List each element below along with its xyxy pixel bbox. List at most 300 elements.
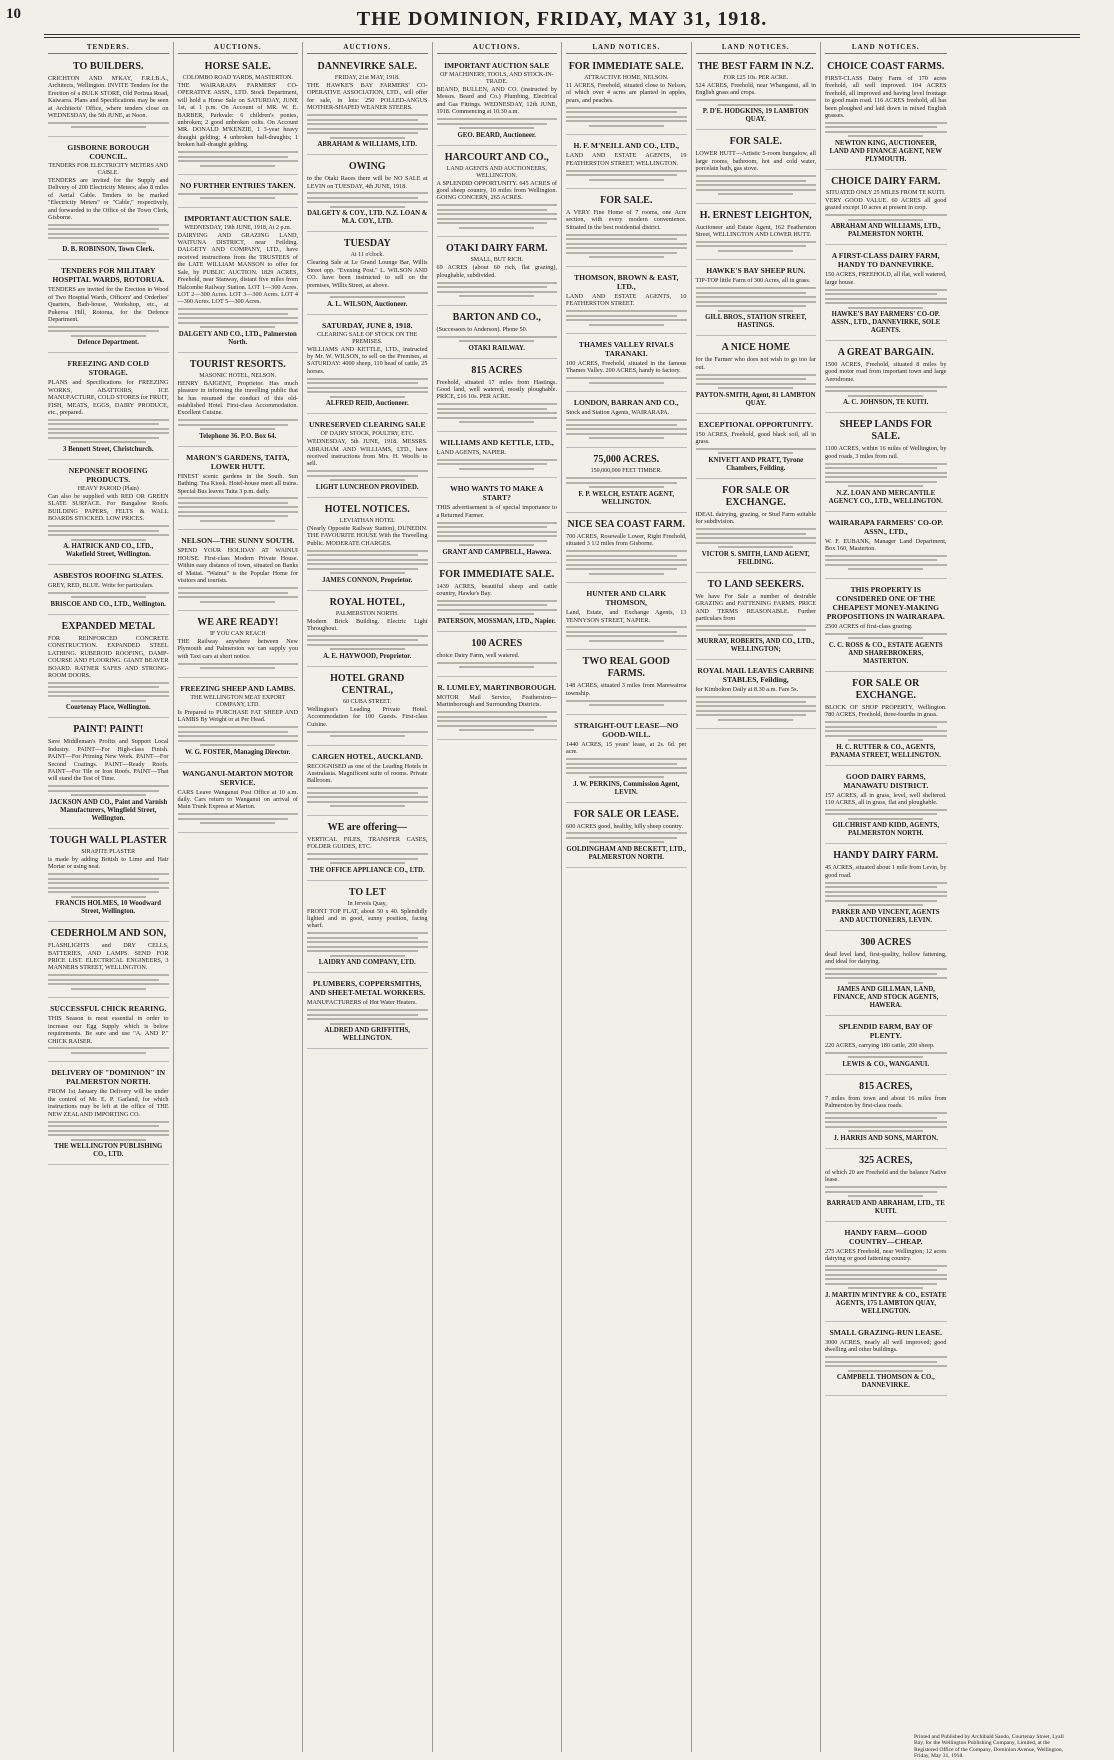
ad-footer: P. D'E. HODGKINS, 19 LAMBTON QUAY.: [702, 108, 809, 124]
ad-footer: VICTOR S. SMITH, LAND AGENT, FEILDING.: [701, 550, 810, 566]
ad-body: to the Otaki Races there will be NO SALE at LEVIN on TUESDAY, 4th JUNE, 1918.: [307, 175, 428, 190]
small-print-lines: [696, 241, 817, 252]
small-print-lines: [566, 700, 687, 707]
ad-heading: IMPORTANT AUCTION SALE.: [184, 213, 292, 223]
ad-body: TENDERS are invited for the Supply and Delivery of 200 Electricity Meters; also 8 miles of Aerial Cable. Tenders to be marked "Electricity Meters" or "Cable," respectively, and forwarded to the Office of the Town Clerk, Gisborne.: [48, 176, 169, 221]
advertisement: [437, 362, 558, 432]
ad-body: is made by adding British to Lime and Hair Mortar or using neat.: [48, 855, 169, 871]
column-5: [562, 42, 692, 1752]
advertisement: [825, 1152, 947, 1222]
ad-body: MOTOR Mail Service, Featherston—Martinborough and Surrounding Districts.: [436, 693, 557, 709]
small-print-lines: [566, 310, 687, 326]
ad-heading: CHOICE DAIRY FARM.: [831, 175, 941, 187]
ad-heading: DANNEVIRKE SALE.: [317, 61, 417, 72]
ad-body: 3000 ACRES, nearly all well improved; good dwelling and other buildings.: [825, 1338, 947, 1354]
ad-body: BEAND, BULLEN, AND CO. (instructed by Messrs. Beard and Co.) Plumbing, Electrical and Gas Fittings. WEDNESDAY, 12th JUNE, 1918. Commencing at 10.30 a.m.: [436, 86, 557, 116]
ad-footer: J. HARRIS AND SONS, MARTON.: [833, 1134, 938, 1142]
ad-heading: EXCEPTIONAL OPPORTUNITY.: [698, 419, 813, 429]
ad-body: 700 ACRES, Rosewalle Lower, Right Freehold, situated 3 1/2 miles from Gisborne.: [566, 532, 687, 548]
ad-body: 100 ACRES, Freehold, situated in the famous Thames Valley. 200 ACRES, handy to factory.: [566, 360, 687, 375]
advertisement: [825, 1019, 947, 1075]
ad-heading: WILLIAMS AND KETTLE, LTD.,: [439, 437, 554, 447]
ad-footer: ABRAHAM & WILLIAMS, LTD.: [317, 141, 417, 149]
column-header: LAND NOTICES.: [825, 42, 947, 54]
column-header: LAND NOTICES.: [566, 42, 687, 54]
ad-body: Clearing Sale at Le Grand Lounge Bar, Willis Street opp. "Evening Post." L. WILSON AND CO. have been instructed to sell on the premises, Willis Street, as above.: [307, 259, 428, 289]
page-number: 10: [6, 6, 21, 22]
ad-body: We have For Sale a number of desirable GRAZING and FATTENING FARMS. PRICE AND TERMS REASONABLE. Further particulars from: [695, 592, 816, 622]
small-print-lines: [566, 758, 687, 778]
ad-heading: CEDERHOLM AND SON,: [50, 928, 167, 940]
ad-footer: BRISCOE AND CO., LTD., Wellington.: [50, 600, 166, 608]
ad-heading: 300 ACRES: [860, 936, 912, 948]
ad-heading: THAMES VALLEY RIVALS TARANAKI.: [578, 340, 674, 359]
advertisement: [825, 173, 947, 245]
masthead: [44, 6, 1080, 32]
small-print-lines: [437, 522, 558, 547]
advertisement: [307, 819, 428, 881]
ad-subheading: FRIDAY, 21st MAY, 1918.: [334, 75, 400, 81]
ad-subheading: At 11 o'clock.: [350, 252, 384, 259]
small-print-lines: [696, 448, 817, 455]
advertisement: [48, 568, 169, 615]
small-print-lines: [178, 813, 299, 824]
ad-footer: W. G. FOSTER, Managing Director.: [185, 748, 291, 756]
ad-heading: H. F. M'NEILL AND CO., LTD.,: [573, 141, 680, 151]
ad-footer: GILCHRIST AND KIDD, AGENTS, PALMERSTON NORTH.: [832, 822, 940, 838]
small-print-lines: [825, 1112, 947, 1132]
advertisement: [437, 680, 558, 740]
advertisement: [48, 1065, 169, 1165]
columns: [44, 42, 1080, 1752]
advertisement: [825, 248, 947, 341]
advertisement: [307, 670, 428, 746]
ad-heading: FOR SALE.: [600, 195, 653, 207]
column-header: LAND NOTICES.: [696, 42, 817, 54]
ad-footer: PARKER AND VINCENT, AGENTS AND AUCTIONEERS, LEVIN.: [831, 908, 940, 924]
ad-footer: A. L. WILSON, Auctioneer.: [327, 300, 408, 308]
ad-heading: MARON'S GARDENS, TAITA, LOWER HUTT.: [186, 452, 290, 471]
column-3: [303, 42, 433, 1752]
ad-heading: A NICE HOME: [721, 342, 790, 354]
ad-footer: Defence Department.: [77, 339, 140, 347]
ad-heading: FREEZING SHEEP AND LAMBS.: [180, 683, 296, 693]
advertisement: [307, 749, 428, 816]
ad-heading: THOMSON, BROWN & EAST, LTD.,: [574, 272, 679, 291]
ad-body: LAND AND ESTATE AGENTS, 19 FEATHERSTON STREET, WELLINGTON.: [566, 152, 687, 167]
ad-footer: GEO. BEARD, Auctioneer.: [457, 131, 536, 139]
advertisement: [48, 925, 169, 998]
ad-heading: FOR IMMEDIATE SALE.: [439, 568, 555, 580]
ad-heading: TOUGH WALL PLASTER: [49, 834, 167, 846]
ad-body: THE Railway anywhere between New Plymouth and Palmerston we can supply you with Taxi cars at short notice.: [177, 638, 298, 660]
ad-subheading: MASONIC HOTEL, NELSON.: [199, 372, 277, 379]
ad-heading: FREEZING AND COLD STORAGE.: [67, 359, 149, 378]
ad-footer: Telephone 36. P.O. Box 64.: [199, 432, 277, 440]
ad-heading: NELSON—THE SUNNY SOUTH.: [181, 536, 295, 546]
ad-body: Freehold, situated 17 miles from Hastings. Good land, well watered, mostly ploughable. PRICE, £16 10s. PER ACRE.: [436, 378, 557, 401]
ad-footer: ALFRED REID, Auctioneer.: [325, 400, 409, 408]
advertisement: [825, 1078, 947, 1149]
small-print-lines: [696, 528, 817, 548]
ad-heading: UNRESERVED CLEARING SALE: [308, 420, 426, 430]
ad-body: FOR REINFORCED CONCRETE CONSTRUCTION. EXPANDED STEEL LATHING. RUBEROID ROOFING, DAMP-COURSE AND FLOORING. GIANT BEAVER BOARD. RATNER SAFES AND STRONG-ROOM DOORS.: [48, 634, 169, 679]
ad-body: IDEAL dairying, grazing, or Stud Farm suitable for subdivision.: [695, 510, 816, 526]
ad-footer: HAWKE'S BAY FARMERS' CO-OP. ASSN., LTD., DANNEVIRKE, SOLE AGENTS.: [831, 311, 941, 335]
ad-heading: TO LET: [348, 886, 386, 898]
ad-subheading: ATTRACTIVE HOME, NELSON.: [584, 75, 669, 81]
ad-footer: J. MARTIN M'INTYRE & CO., ESTATE AGENTS, 175 LAMBTON QUAY, WELLINGTON.: [825, 1291, 947, 1315]
small-print-lines: [48, 974, 169, 990]
column-2: [174, 42, 304, 1752]
small-print-lines: [307, 787, 428, 807]
small-print-lines: [178, 497, 299, 522]
advertisement: [178, 356, 299, 447]
advertisement: [437, 481, 558, 562]
advertisement: [307, 884, 428, 974]
ad-footer: A. C. JOHNSON, TE KUITI.: [843, 399, 929, 407]
ad-heading: PLUMBERS, COPPERSMITHS, AND SHEET-METAL WORKERS.: [309, 979, 426, 998]
advertisement: [825, 515, 947, 579]
small-print-lines: [307, 378, 428, 398]
small-print-lines: [307, 292, 428, 299]
ad-footer: ALDRED AND GRIFFITHS, WELLINGTON.: [324, 1027, 411, 1043]
ad-heading: IMPORTANT AUCTION SALE: [444, 61, 550, 70]
advertisement: [307, 318, 428, 415]
small-print-lines: [307, 114, 428, 139]
ad-body: Wellington's Leading Private Hotel. Accommodation for 100 Guests. First-class Cuisine.: [307, 705, 428, 728]
ad-heading: 325 ACRES,: [859, 1154, 913, 1166]
ad-subheading: COLOMBO ROAD YARDS, MASTERTON.: [182, 75, 293, 81]
ad-heading: WAIRARAPA FARMERS' CO-OP. ASSN., LTD.,: [828, 517, 944, 536]
ad-heading: FOR IMMEDIATE SALE.: [568, 61, 684, 72]
small-print-lines: [437, 204, 558, 229]
ad-body: FLASHLIGHTS and DRY CELLS, BATTERIES, AND LAMPS. SEND FOR PRICE LIST. ELECTRICAL ENGINEERS, 3 MANNERS STREET, WELLINGTON.: [48, 942, 169, 972]
small-print-lines: [48, 785, 169, 796]
ad-body: CARS Leave Wanganui Post Office at 10 a.m. daily. Cars return to Wanganui on arrival of Main Trunk Express at Marton.: [177, 788, 298, 811]
ad-subheading: PALMERSTON NORTH.: [335, 610, 399, 617]
ad-heading: 100 ACRES: [471, 637, 523, 649]
ad-body: 2500 ACRES of first-class grazing.: [825, 622, 913, 630]
small-print-lines: [825, 968, 947, 984]
ad-subheading: SMALL, BUT RICH.: [470, 257, 524, 264]
column-4: [433, 42, 563, 1752]
small-print-lines: [566, 170, 687, 181]
ad-heading: HOTEL GRAND CENTRAL,: [330, 672, 405, 696]
advertisement: [48, 263, 169, 353]
small-print-lines: [307, 853, 428, 864]
ad-heading: OTAKI DAIRY FARM.: [446, 243, 548, 255]
advertisement: [307, 158, 428, 232]
ad-subheading: IF YOU CAN REACH: [209, 631, 266, 637]
ad-body: BLOCK OF SHOP PROPERTY, Wellington. 780 ACRES, Freehold, three-fourths in grass.: [825, 703, 947, 719]
small-print-lines: [307, 550, 428, 575]
masthead-rule: [44, 37, 1080, 38]
small-print-lines: [696, 696, 817, 721]
ad-heading: ASBESTOS ROOFING SLATES.: [53, 571, 164, 581]
advertisement: [48, 356, 169, 460]
small-print-lines: [696, 175, 817, 195]
small-print-lines: [48, 592, 169, 599]
ad-body: THIS advertisement is of special importance to a Returned Farmer.: [436, 504, 557, 519]
small-print-lines: [48, 224, 169, 244]
ad-body: 148 ACRES, situated 3 miles from Marewairoa township.: [566, 682, 687, 697]
ad-heading: DELIVERY OF "DOMINION" IN PALMERSTON NORTH.: [51, 1068, 166, 1087]
ad-body: 157 ACRES, all in grass, level, well sheltered. 110 ACRES, all in grass, flat and ploughable.: [825, 791, 947, 807]
advertisement: [178, 614, 299, 678]
advertisement: [178, 450, 299, 531]
ad-body: Can also be supplied with RED OR GREEN SLATE SURFACE. For Bungalow Roofs. BUILDING PAPERS, FELTS & WALL BOARDS STOCKED. LOW PRICES.: [48, 492, 169, 523]
small-print-lines: [178, 308, 299, 328]
ad-body: dead level land, first-quality, hollow fattening, and ideal for dairying.: [825, 950, 947, 966]
ad-footer: GRANT AND CAMPBELL, Hawera.: [442, 548, 552, 556]
ad-body: (Nearly Opposite Railway Station), DUNEDIN. THE FAVOURITE HOUSE With the Travelling Public. MODERATE CHARGES.: [307, 524, 428, 547]
ad-body: for Kimbolton Daily at 8.30 a.m. Fare 5s.: [695, 686, 799, 694]
small-print-lines: [178, 726, 299, 746]
ad-body: 69 ACRES (about 60 rich, flat grazing), ploughable, subdivided.: [436, 264, 557, 279]
ad-heading: 815 ACRES: [471, 364, 523, 376]
small-print-lines: [437, 711, 558, 731]
ad-body: FIRST-CLASS Dairy Farm of 170 acres freehold, all well improved. 104 ACRES freehold, all improved and having level frontage to good main road. 116 ACRES freehold, all has been ploughed and laid down in mixed English grasses.: [825, 75, 947, 120]
ad-heading: FOR SALE OR LEASE.: [573, 808, 679, 820]
advertisement: [437, 435, 558, 478]
small-print-lines: [825, 122, 947, 138]
ad-footer: H. C. RUTTER & CO., AGENTS, PANAMA STREET, WELLINGTON.: [830, 743, 941, 759]
small-print-lines: [825, 386, 947, 397]
ad-body: 524 ACRES, Freehold, near Whanganui, all in English grass and crops.: [695, 82, 816, 97]
ad-heading: HARCOURT AND CO.,: [444, 151, 549, 163]
small-print-lines: [178, 587, 299, 603]
advertisement: [825, 344, 947, 413]
advertisement: [48, 832, 169, 922]
ad-body: 45 ACRES, situated about 1 mile from Levin, by good road.: [825, 864, 947, 879]
ad-body: FRONT TOP FLAT, about 50 x 40. Splendidly lighted and in good, sunny position, facing wharf.: [307, 907, 428, 930]
small-print-lines: [825, 1356, 947, 1372]
ad-footer: FRANCIS HOLMES, 10 Woodward Street, Wellington.: [55, 900, 162, 916]
small-print-lines: [48, 122, 169, 129]
ad-footer: D. B. ROBINSON, Town Clerk.: [62, 246, 155, 254]
small-print-lines: [307, 192, 428, 208]
small-print-lines: [696, 99, 817, 106]
ad-heading: TENDERS FOR MILITARY HOSPITAL WARDS, ROTORUA.: [52, 266, 165, 285]
ad-subheading: HEAVY PAROID (Plain): [77, 485, 139, 492]
small-print-lines: [437, 600, 558, 616]
ad-footer: CAMPBELL THOMSON & CO., DANNEVIRKE.: [836, 1374, 935, 1390]
ad-body: LAND AGENTS, NAPIER.: [436, 448, 507, 456]
small-print-lines: [566, 626, 687, 642]
ad-heading: CARGEN HOTEL, AUCKLAND.: [311, 751, 423, 761]
ad-heading: SMALL GRAZING-RUN LEASE.: [829, 1327, 942, 1337]
ad-heading: ROYAL HOTEL,: [329, 596, 405, 608]
ad-footer: THE WELLINGTON PUBLISHING CO., LTD.: [54, 1143, 163, 1159]
ad-footer: OTAKI RAILWAY.: [468, 344, 526, 352]
small-print-lines: [307, 731, 428, 738]
ad-body: 1100 ACRES, within 16 miles of Wellington, by good roads, 3 miles from rail.: [825, 445, 947, 460]
small-print-lines: [825, 214, 947, 221]
small-print-lines: [437, 118, 558, 129]
ad-heading: WE are offering—: [327, 821, 407, 833]
advertisement: [825, 58, 947, 170]
advertisement: [825, 675, 947, 766]
ad-body: MANUFACTURERS of Hot Water Heaters.: [307, 999, 417, 1007]
ad-footer: Courtenay Place, Wellington.: [65, 704, 151, 712]
ad-heading: NO FURTHER ENTRIES TAKEN.: [180, 181, 296, 191]
ad-footer: ABRAHAM AND WILLIAMS, LTD., PALMERSTON NORTH.: [830, 223, 941, 239]
ad-heading: NICE SEA COAST FARM.: [567, 518, 685, 530]
ad-heading: 815 ACRES,: [859, 1080, 913, 1092]
ad-footer: DALGETY AND CO., LTD., Palmerston North.: [178, 330, 297, 346]
small-print-lines: [825, 463, 947, 488]
ad-body: A VERY Fine Home of 7 rooms, one Acre section, with every modern convenience. Situated in the best residential district.: [566, 209, 687, 231]
small-print-lines: [825, 1265, 947, 1290]
advertisement: [696, 663, 817, 729]
small-print-lines: [566, 419, 687, 439]
ad-footer: PAYTON-SMITH, Agent, 81 LAMBTON QUAY.: [695, 391, 816, 407]
ad-heading: 75,000 ACRES.: [593, 453, 660, 465]
ad-footer: KNIVETT AND PRATT, Tyrone Chambers, Feilding.: [708, 456, 804, 472]
advertisement: [696, 417, 817, 479]
ad-footer: GOLDINGHAM AND BECKETT, LTD., PALMERSTON NORTH.: [566, 845, 687, 861]
ad-footer: THE OFFICE APPLIANCE CO., LTD.: [309, 866, 425, 874]
ad-subheading: WEDNESDAY, 19th JUNE, 1918, At 2 p.m.: [184, 224, 292, 231]
ad-subheading: TENDERS FOR ELECTRICITY METERS AND CABLE.: [48, 162, 168, 176]
ad-body: 220 ACRES, carrying 180 cattle, 200 sheep.: [825, 1042, 935, 1050]
ad-footer: C. C. ROSS & CO., ESTATE AGENTS AND SHAREBROKERS, MASTERTON.: [828, 641, 943, 665]
ad-subheading: SIRAPITE PLASTER: [81, 848, 136, 855]
ad-heading: TOURIST RESORTS.: [189, 358, 286, 370]
ad-heading: HUNTER AND CLARK THOMSON,: [586, 589, 667, 608]
ad-footer: GILL BROS., STATION STREET, HASTINGS.: [705, 314, 807, 330]
ad-body: 7 miles from town and about 16 miles from Palmerston by first-class roads.: [825, 1094, 947, 1110]
advertisement: [696, 263, 817, 336]
advertisement: [566, 451, 687, 513]
ad-footer: F. P. WELCH, ESTATE AGENT, WELLINGTON.: [578, 490, 675, 506]
small-print-lines: [48, 419, 169, 444]
ad-heading: ROYAL MAIL LEAVES CARBINE STABLES, Feilding,: [697, 666, 815, 685]
small-print-lines: [825, 809, 947, 820]
ad-heading: TO BUILDERS.: [73, 61, 144, 72]
advertisement: [48, 618, 169, 718]
ad-body: LAND AND ESTATE AGENTS, 10 FEATHERSTON STREET.: [566, 292, 687, 308]
ad-heading: WANGANUI-MARTON MOTOR SERVICE.: [182, 768, 294, 787]
ad-heading: EXPANDED METAL: [61, 620, 155, 632]
ad-footer: LIGHT LUNCHEON PROVIDED.: [315, 483, 419, 491]
advertisement: [566, 138, 687, 189]
masthead-title: THE DOMINION, FRIDAY, MAY 31, 1918.: [356, 8, 768, 30]
imprint: Printed and Published by Archibald Sando, Courtenay Street, Lyall Bay, for the Wellington Publishing Company, Limited, at the Registered Office of the Company, Dominion Avenue, Wellington, Friday, May 31, 1918.: [914, 1734, 1064, 1760]
masthead-rule: [44, 34, 1080, 35]
ad-footer: BARRAUD AND ABRAHAM, LTD., TE KUITI.: [826, 1199, 945, 1215]
ad-body: 150 ACRES, Freehold, good black soil, all in grass.: [695, 430, 816, 445]
ad-body: for the Farmer who does not wish to go too far out.: [695, 356, 816, 371]
small-print-lines: [48, 1121, 169, 1141]
small-print-lines: [825, 1186, 947, 1197]
advertisement: [825, 769, 947, 845]
ad-footer: NEWTON KING, AUCTIONEER, LAND AND FINANCE AGENT, NEW PLYMOUTH.: [829, 139, 943, 163]
ad-subheading: 150,000,000 FEET TIMBER.: [590, 467, 662, 474]
advertisement: [307, 235, 428, 314]
advertisement: [566, 192, 687, 267]
ad-heading: FOR SALE OR EXCHANGE.: [852, 677, 920, 701]
ad-body: Stock and Station Agents, WAIRARAPA.: [566, 409, 670, 417]
ad-heading: WHO WANTS TO MAKE A START?: [450, 484, 544, 503]
ad-body: THIS Season is most essential in order to increase our Egg Supply which is below requirements. Be sure and use "A. AND P." CHICK RAISER.: [48, 1015, 169, 1045]
ad-body: (Successors to Anderson). Phone 50.: [436, 325, 528, 333]
advertisement: [48, 721, 169, 828]
advertisement: [178, 58, 299, 175]
ad-subheading: CLEARING SALE OF STOCK ON THE PREMISES.: [317, 331, 418, 345]
advertisement: [437, 58, 558, 146]
small-print-lines: [307, 932, 428, 957]
ad-subheading: In Jervois Quay,: [347, 900, 387, 907]
ad-subheading: FOR £25 10s. PER ACRE.: [723, 75, 789, 81]
ad-body: THE HAWKE'S BAY FARMERS' CO-OPERATIVE ASSOCIATION, LTD., will offer for sale, in lots: 250 POLLED-ANGUS MOTHER-SHAPED WEANER STEERS.: [307, 82, 428, 112]
small-print-lines: [825, 1052, 947, 1059]
ad-heading: SHEEP LANDS FOR SALE.: [839, 419, 932, 443]
advertisement: [566, 586, 687, 650]
ad-heading: TWO REAL GOOD FARMS.: [582, 656, 670, 680]
small-print-lines: [696, 374, 817, 390]
advertisement: [566, 718, 687, 803]
ad-heading: FOR SALE OR EXCHANGE.: [722, 484, 790, 508]
ad-heading: NEPONSET ROOFING PRODUCTS.: [68, 465, 148, 484]
advertisement: [696, 207, 817, 261]
ad-body: GREY, RED, BLUE. Write for particulars.: [48, 582, 154, 590]
small-print-lines: [566, 550, 687, 575]
advertisement: [825, 1225, 947, 1322]
small-print-lines: [178, 151, 299, 167]
ad-body: Land, Estate, and Exchange Agents, 13 TENNYSON STREET, NAPIER.: [566, 609, 687, 624]
ad-heading: HORSE SALE.: [204, 61, 271, 72]
advertisement: [566, 653, 687, 714]
ad-body: choice Dairy Farm, well watered.: [436, 651, 520, 659]
advertisement: [437, 635, 558, 677]
ad-heading: HAWKE'S BAY SHEEP RUN.: [706, 266, 806, 276]
ad-heading: BARTON AND CO.,: [452, 311, 541, 323]
ad-body: DAIRYING AND GRAZING LAND, WAITUNA DISTRICT, near Feilding. DALGETY AND COMPANY, LTD., have received instructions from the TRUSTEES of the LATE WILLIAM MANSON to offer for Sale, by PUBLIC AUCTION. 1829 ACRES, Freehold, near Stanway, distant five miles from Halcombe Railway Station. LOT 1—300 Acres. LOT 2—300 Acres. LOT 3—300 Acres. LOT 4—300 Acres. LOT 5—300 Acres.: [177, 231, 298, 306]
ad-heading: SPLENDID FARM, BAY OF PLENTY.: [838, 1022, 933, 1041]
advertisement: [437, 240, 558, 305]
ad-heading: H. ERNEST LEIGHTON,: [699, 209, 812, 221]
ad-body: of which 20 are Freehold and the balance Native lease.: [825, 1168, 947, 1184]
small-print-lines: [566, 832, 687, 843]
column-header: AUCTIONS.: [307, 42, 428, 54]
ad-body: FINEST scenic gardens in the South. Sun Bathing. Tea Kiosk. Hotel-house meet all trains. Special Bus leaves Taita 3 p.m. daily.: [177, 472, 298, 495]
small-print-lines: [437, 459, 558, 470]
small-print-lines: [437, 336, 558, 343]
ad-body: 275 ACRES Freehold, near Wellington; 12 acres dairying or good fattening country.: [825, 1247, 947, 1262]
small-print-lines: [825, 721, 947, 741]
ad-subheading: SITUATED ONLY 25 MILES FROM TE KUITI.: [825, 189, 946, 196]
small-print-lines: [825, 289, 947, 309]
advertisement: [178, 178, 299, 208]
advertisement: [696, 133, 817, 203]
advertisement: [825, 416, 947, 511]
ad-body: RECOGNISED as one of the Leading Hotels in Australasia. Magnificent suite of rooms. Private Ballroom.: [307, 762, 428, 785]
ad-footer: 3 Bennett Street, Christchurch.: [62, 445, 154, 453]
small-print-lines: [48, 873, 169, 898]
small-print-lines: [437, 662, 558, 669]
ad-heading: LONDON, BARRAN AND CO.,: [573, 398, 679, 408]
ad-heading: STRAIGHT-OUT LEASE—NO GOOD-WILL.: [574, 720, 679, 739]
ad-heading: SUCCESSFUL CHICK REARING.: [50, 1004, 167, 1014]
advertisement: [566, 806, 687, 868]
ad-heading: PAINT! PAINT!: [73, 724, 144, 736]
advertisement: [437, 149, 558, 238]
ad-footer: JACKSON AND CO., Paint and Varnish Manufacturers, Wingfield Street, Wellington.: [49, 798, 168, 822]
ad-heading: SATURDAY, JUNE 8, 1918.: [322, 320, 413, 330]
small-print-lines: [566, 234, 687, 259]
